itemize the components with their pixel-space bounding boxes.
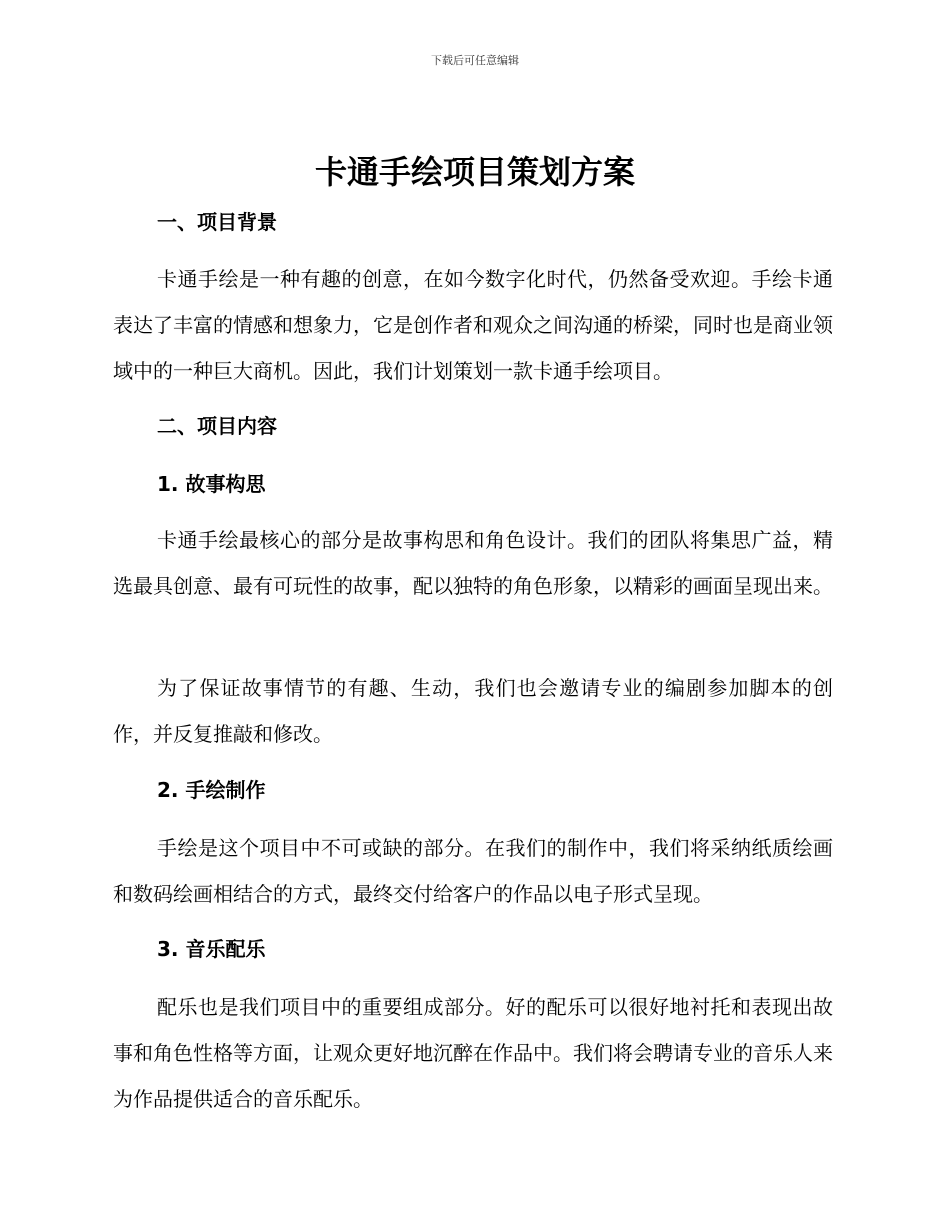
subheading-story: 1. 故事构思 (157, 472, 266, 496)
paragraph-music: 配乐也是我们项目中的重要组成部分。好的配乐可以很好地衬托和表现出故事和角色性格等方面，让观众更好地沉醉在作品中。我们将会聘请专业的音乐人来为作品提供适合的音乐配乐。 (113, 995, 833, 1111)
section-heading-background: 一、项目背景 (157, 210, 277, 234)
paragraph-story-1: 卡通手绘最核心的部分是故事构思和角色设计。我们的团队将集思广益，精选最具创意、最有可玩性的故事，配以独特的角色形象，以精彩的画面呈现出来。 (113, 528, 833, 598)
paragraph-story-2: 为了保证故事情节的有趣、生动，我们也会邀请专业的编剧参加脚本的创作，并反复推敲和修改。 (113, 676, 833, 746)
section-heading-content: 二、项目内容 (157, 414, 277, 438)
document-title: 卡通手绘项目策划方案 (314, 153, 635, 191)
subheading-music: 3. 音乐配乐 (157, 937, 266, 961)
paragraph-background: 卡通手绘是一种有趣的创意，在如今数字化时代，仍然备受欢迎。手绘卡通表达了丰富的情感和想象力，它是创作者和观众之间沟通的桥梁，同时也是商业领域中的一种巨大商机。因此，我们计划策划一款卡通手绘项目。 (113, 267, 833, 383)
page-header-note: 下载后可任意编辑 (431, 54, 519, 67)
subheading-drawing: 2. 手绘制作 (157, 778, 266, 802)
paragraph-drawing: 手绘是这个项目中不可或缺的部分。在我们的制作中，我们将采纳纸质绘画和数码绘画相结合的方式，最终交付给客户的作品以电子形式呈现。 (113, 836, 833, 906)
